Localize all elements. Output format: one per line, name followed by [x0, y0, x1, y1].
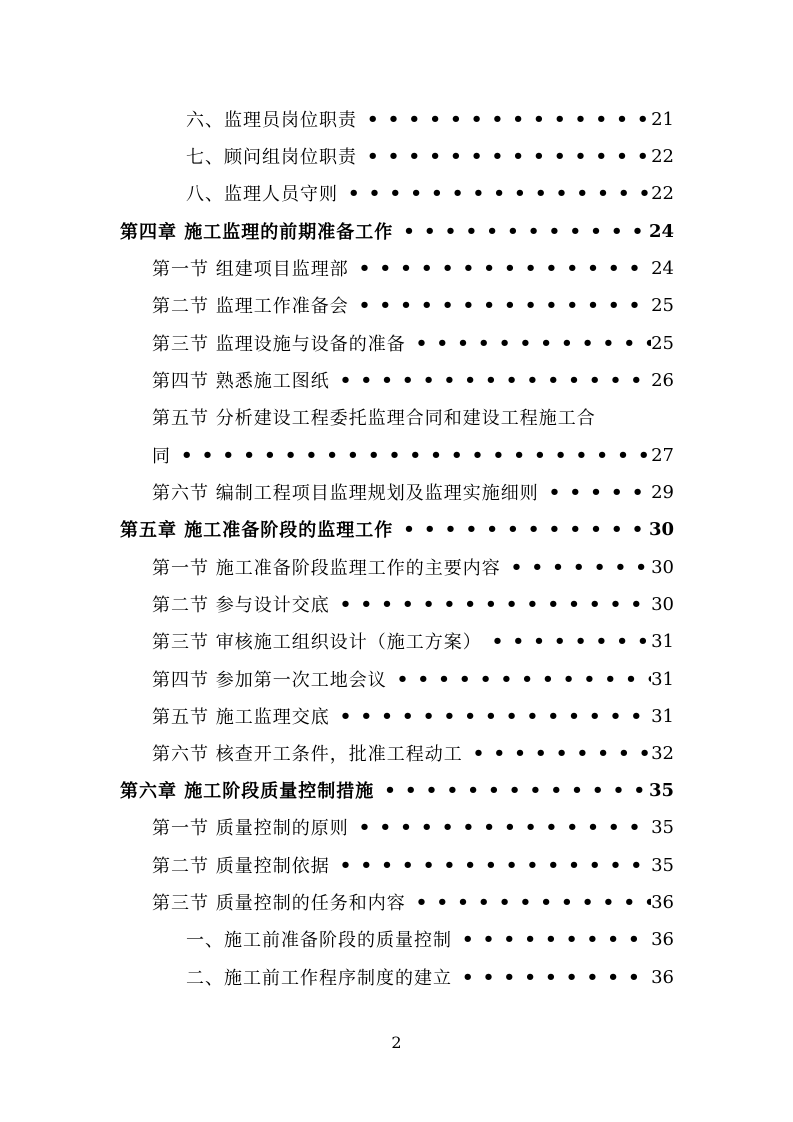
- toc-section-title: 第四节 参加第一次工地会议: [152, 670, 387, 691]
- toc-section-title-continuation: 同: [152, 446, 171, 467]
- toc-leader-dots: [330, 855, 651, 876]
- toc-section-title: 第一节 组建项目监理部: [152, 259, 349, 280]
- toc-section-entry[interactable]: [152, 328, 674, 358]
- toc-section-entry[interactable]: [152, 626, 674, 656]
- toc-chapter-title: 第六章 施工阶段质量控制措施: [120, 781, 375, 802]
- toc-section-page: 26: [651, 369, 674, 391]
- toc-section-page: 29: [651, 481, 674, 503]
- toc-entry[interactable]: [186, 962, 674, 992]
- toc-leader-dots: [171, 445, 651, 466]
- toc-section-title: 第二节 质量控制依据: [152, 856, 330, 877]
- toc-section-page: 27: [651, 444, 674, 466]
- toc-leader-dots: [406, 333, 651, 354]
- toc-entry-title: 七、顾问组岗位职责: [186, 147, 357, 168]
- toc-chapter-entry[interactable]: [120, 775, 674, 805]
- toc-leader-dots: [482, 631, 651, 652]
- toc-leader-dots: [393, 519, 649, 540]
- toc-section-entry[interactable]: [152, 850, 674, 880]
- toc-entry-title: 六、监理员岗位职责: [186, 110, 357, 131]
- toc-entry[interactable]: [186, 178, 674, 208]
- toc-chapter-page: 24: [648, 220, 674, 242]
- toc-entry[interactable]: [186, 141, 674, 171]
- toc-chapter-title: 第四章 施工监理的前期准备工作: [120, 222, 394, 243]
- toc-section-page: 30: [651, 556, 674, 578]
- toc-section-title: 第二节 参与设计交底: [152, 595, 330, 616]
- toc-section-title: 第三节 审核施工组织设计（施工方案）: [152, 632, 482, 653]
- toc-section-page: 31: [651, 630, 674, 652]
- toc-section-page: 35: [651, 854, 674, 876]
- toc-section-page: 30: [651, 593, 674, 615]
- toc-chapter-page: 30: [648, 518, 674, 540]
- toc-leader-dots: [452, 967, 651, 988]
- toc-section-page: 25: [651, 294, 674, 316]
- toc-chapter-title: 第五章 施工准备阶段的监理工作: [120, 520, 394, 541]
- toc-section-page: 25: [651, 332, 674, 354]
- toc-leader-dots: [393, 221, 649, 242]
- toc-section-entry-continuation[interactable]: [152, 440, 674, 470]
- toc-section-title: 第一节 施工准备阶段监理工作的主要内容: [152, 558, 501, 579]
- toc-chapter-entry[interactable]: [120, 216, 674, 246]
- toc-leader-dots: [330, 370, 651, 391]
- toc-section-entry[interactable]: [152, 589, 674, 619]
- toc-leader-dots: [330, 594, 651, 615]
- toc-section-title: 第三节 质量控制的任务和内容: [152, 893, 406, 914]
- toc-section-title: 第四节 熟悉施工图纸: [152, 371, 330, 392]
- toc-section-entry[interactable]: [152, 664, 674, 694]
- toc-section-entry[interactable]: [152, 701, 674, 731]
- toc-leader-dots: [387, 669, 651, 690]
- toc-entry-page: 36: [651, 966, 674, 988]
- toc-entry-page: 36: [651, 928, 674, 950]
- toc-section-entry[interactable]: [152, 738, 674, 768]
- toc-section-title: 第六节 编制工程项目监理规划及监理实施细则: [152, 483, 539, 504]
- toc-entry[interactable]: [186, 924, 674, 954]
- toc-section-entry[interactable]: [152, 290, 674, 320]
- toc-leader-dots: [357, 146, 651, 167]
- toc-chapter-page: 35: [648, 779, 674, 801]
- toc-entry-page: 22: [651, 182, 674, 204]
- toc-section-entry[interactable]: [152, 552, 674, 582]
- toc-entry[interactable]: [186, 104, 674, 134]
- toc-section-page: 24: [651, 257, 674, 279]
- toc-section-entry[interactable]: [152, 477, 674, 507]
- toc-entry-title: 一、施工前准备阶段的质量控制: [186, 930, 452, 951]
- toc-leader-dots: [406, 892, 651, 913]
- toc-chapter-entry[interactable]: [120, 514, 674, 544]
- toc-section-title: 第一节 质量控制的原则: [152, 818, 349, 839]
- toc-entry-page: 22: [651, 145, 674, 167]
- toc-leader-dots: [539, 482, 651, 503]
- toc-section-title: 第三节 监理设施与设备的准备: [152, 334, 406, 355]
- toc-section-entry[interactable]: [152, 887, 674, 917]
- toc-section-title: 第六节 核查开工条件，批准工程动工: [152, 744, 463, 765]
- toc-leader-dots: [349, 295, 651, 316]
- toc-leader-dots: [349, 817, 651, 838]
- toc-section-entry[interactable]: [152, 365, 674, 395]
- toc-leader-dots: [338, 183, 651, 204]
- toc-section-title: 第五节 分析建设工程委托监理合同和建设工程施工合: [152, 408, 596, 429]
- toc-section-page: 31: [651, 705, 674, 727]
- toc-leader-dots: [374, 780, 649, 801]
- page-number: 2: [391, 1033, 402, 1052]
- toc-section-entry[interactable]: [152, 812, 674, 842]
- toc-entry-page: 21: [651, 108, 674, 130]
- toc-section-page: 32: [651, 742, 674, 764]
- toc-section-title: 第二节 监理工作准备会: [152, 296, 349, 317]
- toc-leader-dots: [357, 109, 651, 130]
- toc-leader-dots: [452, 929, 651, 950]
- toc-section-page: 31: [651, 668, 674, 690]
- toc-leader-dots: [330, 706, 651, 727]
- toc-leader-dots: [501, 557, 651, 578]
- toc-section-title: 第五节 施工监理交底: [152, 707, 330, 728]
- toc-section-entry[interactable]: [152, 253, 674, 283]
- toc-section-page: 36: [651, 891, 674, 913]
- toc-entry-title: 八、监理人员守则: [186, 184, 338, 205]
- toc-leader-dots: [463, 743, 651, 764]
- toc-leader-dots: [349, 258, 651, 279]
- toc-section-page: 35: [651, 816, 674, 838]
- toc-entry-title: 二、施工前工作程序制度的建立: [186, 968, 452, 989]
- toc-section-entry-wrapped[interactable]: [152, 402, 674, 432]
